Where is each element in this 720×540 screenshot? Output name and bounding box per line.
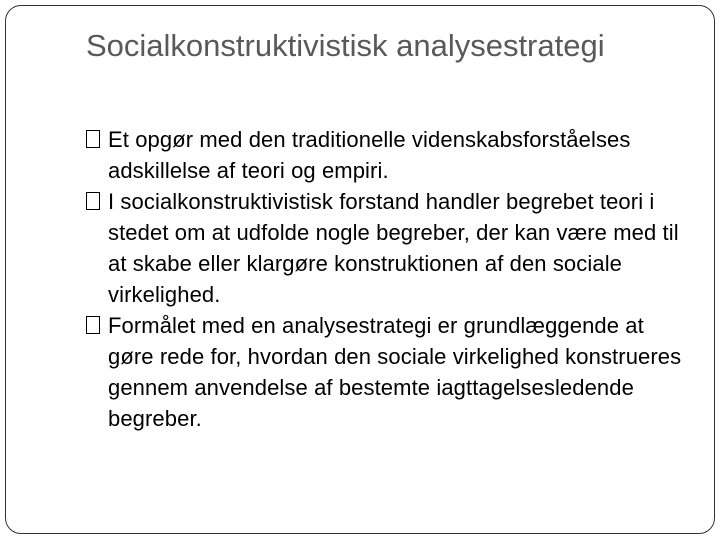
bullet-item-1 — [86, 124, 686, 186]
bullet-item-2 — [86, 186, 686, 310]
missing-glyph-box-icon — [86, 192, 100, 210]
bullet-text-2: I socialkonstruktivistisk forstand handler begrebet teori i stedet om at udfolde nogle begreber, der kan være med til at skabe eller klargøre konstruktionen af den sociale virkelighed. — [108, 189, 679, 307]
bullet-item-3 — [86, 310, 686, 434]
missing-glyph-box-icon — [86, 130, 100, 148]
bullet-text-1: Et opgør med den traditionelle videnskabsforståelses adskillelse af teori og empiri. — [108, 127, 631, 183]
bullet-text-3: Formålet med en analysestrategi er grundlæggende at gøre rede for, hvordan den sociale virkelighed konstrueres gennem anvendelse af bestemte iagttagelsesledende begreber. — [108, 313, 682, 431]
slide-title: Socialkonstruktivistisk analysestrategi — [86, 28, 605, 63]
slide-frame — [5, 5, 715, 534]
missing-glyph-box-icon — [86, 316, 100, 334]
bullet-list — [86, 124, 686, 434]
